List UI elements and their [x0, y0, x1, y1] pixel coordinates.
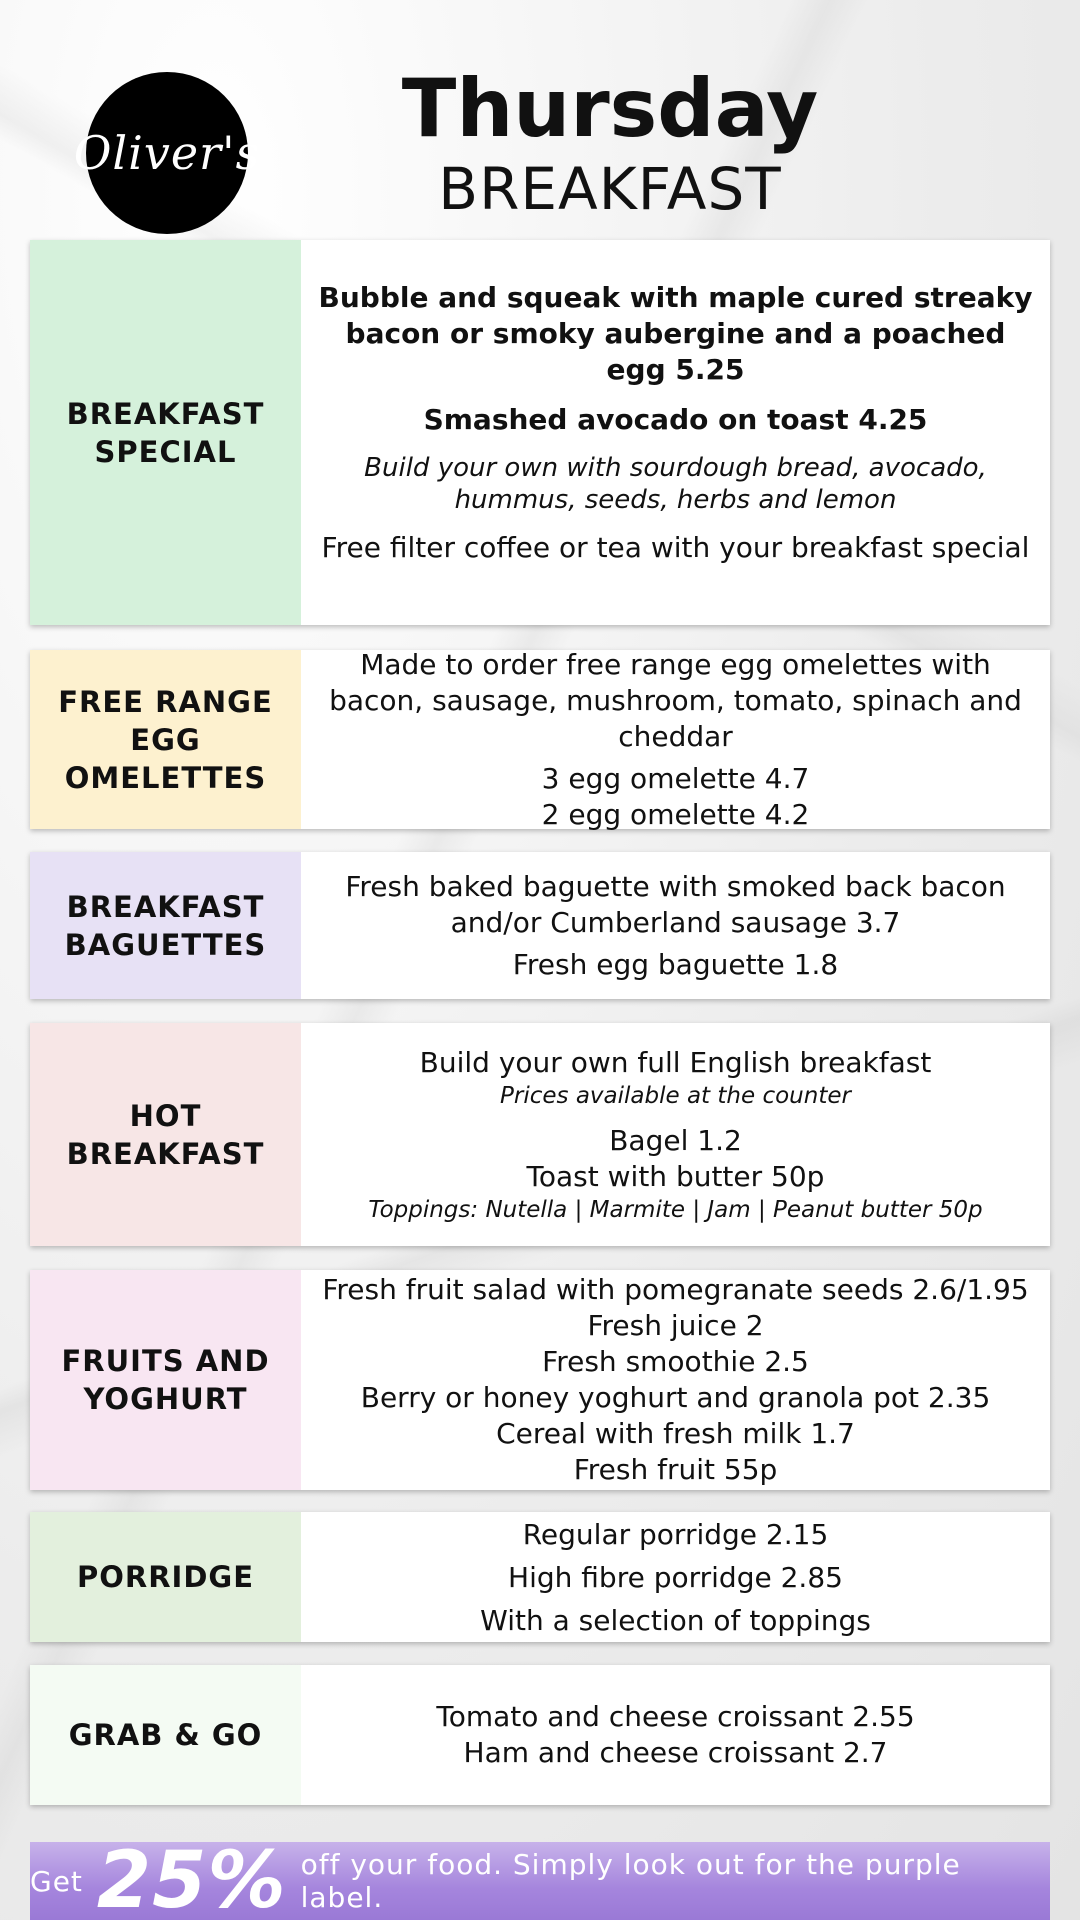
menu-item: Fresh fruit 55p [573, 1453, 778, 1486]
menu-item: Bagel 1.2 [609, 1123, 742, 1157]
section-content [301, 852, 1050, 999]
section-porridge [30, 1512, 1050, 1642]
section-label: FRUITS AND YOGHURT [30, 1270, 301, 1490]
section-omelettes [30, 647, 1050, 831]
menu-item: Ham and cheese croissant 2.7 [463, 1736, 888, 1769]
promo-text: off your food. Simply look out for the purple label. [300, 1848, 961, 1914]
brand-logo: Oliver's [86, 72, 248, 234]
section-label: PORRIDGE [30, 1512, 301, 1642]
menu-item: Smashed avocado on toast 4.25 [423, 403, 928, 436]
section-label: BREAKFAST SPECIAL [30, 240, 301, 625]
menu-item: Free filter coffee or tea with your breakfast special [321, 531, 1030, 564]
meal-title: BREAKFAST [438, 155, 782, 223]
menu-item: Berry or honey yoghurt and granola pot 2.35 [360, 1381, 991, 1414]
menu-item-note: Build your own with sourdough bread, avocado, hummus, seeds, herbs and lemon [364, 453, 987, 515]
section-content [301, 240, 1050, 625]
section-content [301, 647, 1050, 831]
menu-header [0, 0, 1080, 236]
section-baguettes [30, 852, 1050, 999]
section-fruits-yoghurt [30, 1270, 1050, 1490]
menu-item: 2 egg omelette 4.2 [541, 797, 810, 831]
menu-item: Made to order free range egg omelettes with bacon, sausage, mushroom, tomato, spinach and cheddar [329, 647, 1022, 753]
menu-item: Fresh juice 2 [587, 1309, 764, 1342]
section-label: BREAKFAST BAGUETTES [30, 852, 301, 999]
section-content [301, 1023, 1050, 1246]
menu-item: Fresh egg baguette 1.8 [512, 947, 839, 981]
menu-item: Fresh smoothie 2.5 [542, 1345, 809, 1378]
section-content [301, 1270, 1050, 1490]
section-label: FREE RANGE EGG OMELETTES [30, 650, 301, 829]
section-label: HOT BREAKFAST [30, 1023, 301, 1246]
promo-banner [30, 1842, 1050, 1920]
menu-item: Toast with butter 50p [526, 1159, 825, 1193]
menu-item-note: Prices available at the counter [500, 1082, 851, 1109]
menu-item: Bubble and squeak with maple cured streaky bacon or smoky aubergine and a poached egg 5.25 [318, 281, 1033, 386]
menu-item: Regular porridge 2.15 [522, 1517, 829, 1551]
section-content [301, 1665, 1050, 1805]
title-block [400, 64, 820, 224]
section-grab-and-go [30, 1665, 1050, 1805]
menu-item: 3 egg omelette 4.7 [541, 761, 810, 795]
section-breakfast-special [30, 240, 1050, 625]
menu-item: High fibre porridge 2.85 [508, 1560, 843, 1594]
menu-item-note: Toppings: Nutella | Marmite | Jam | Peanut butter 50p [368, 1196, 983, 1223]
promo-discount: 25% [96, 1842, 287, 1920]
section-content [301, 1512, 1050, 1642]
promo-prefix: Get [30, 1864, 83, 1898]
section-hot-breakfast [30, 1023, 1050, 1246]
day-title: Thursday [401, 62, 819, 155]
menu-item: Tomato and cheese croissant 2.55 [436, 1700, 915, 1733]
section-label: GRAB & GO [30, 1665, 301, 1805]
menu-item: Cereal with fresh milk 1.7 [496, 1417, 855, 1450]
menu-item: Build your own full English breakfast [419, 1045, 932, 1079]
menu-item: With a selection of toppings [480, 1603, 871, 1637]
menu-item: Fresh fruit salad with pomegranate seeds 2.6/1.95 [322, 1273, 1029, 1306]
menu-item: Fresh baked baguette with smoked back bacon and/or Cumberland sausage 3.7 [345, 869, 1006, 939]
